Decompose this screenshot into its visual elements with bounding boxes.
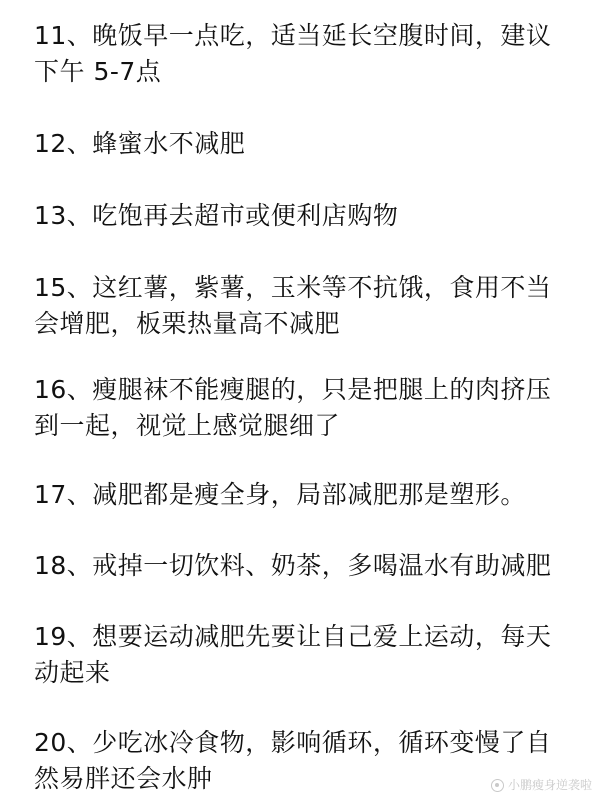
- list-item: 19、想要运动减肥先要让自己爱上运动，每天动起来: [34, 622, 552, 687]
- list-item: 13、吃饱再去超市或便利店购物: [34, 201, 399, 230]
- list-item: 16、瘦腿袜不能瘦腿的，只是把腿上的肉挤压到一起，视觉上感觉腿细了: [34, 375, 552, 440]
- list-item: 11、晚饭早一点吃，适当延长空腹时间，建议下午 5-7点: [34, 21, 552, 86]
- list-item: 17、减肥都是瘦全身，局部减肥那是塑形。: [34, 480, 526, 509]
- list-item: 18、戒掉一切饮料、奶茶，多喝温水有助减肥: [34, 551, 552, 580]
- watermark-text: 小鹏瘦身逆袭啦: [507, 778, 592, 792]
- watermark: [491, 777, 592, 793]
- watermark-logo-icon: [491, 779, 504, 792]
- list-item: 15、这红薯，紫薯，玉米等不抗饿，食用不当会增肥，板栗热量高不减肥: [34, 273, 552, 338]
- list-item: 12、蜂蜜水不减肥: [34, 129, 246, 158]
- list-item: 20、少吃冰冷食物，影响循环，循环变慢了自然易胖还会水肿: [34, 728, 552, 793]
